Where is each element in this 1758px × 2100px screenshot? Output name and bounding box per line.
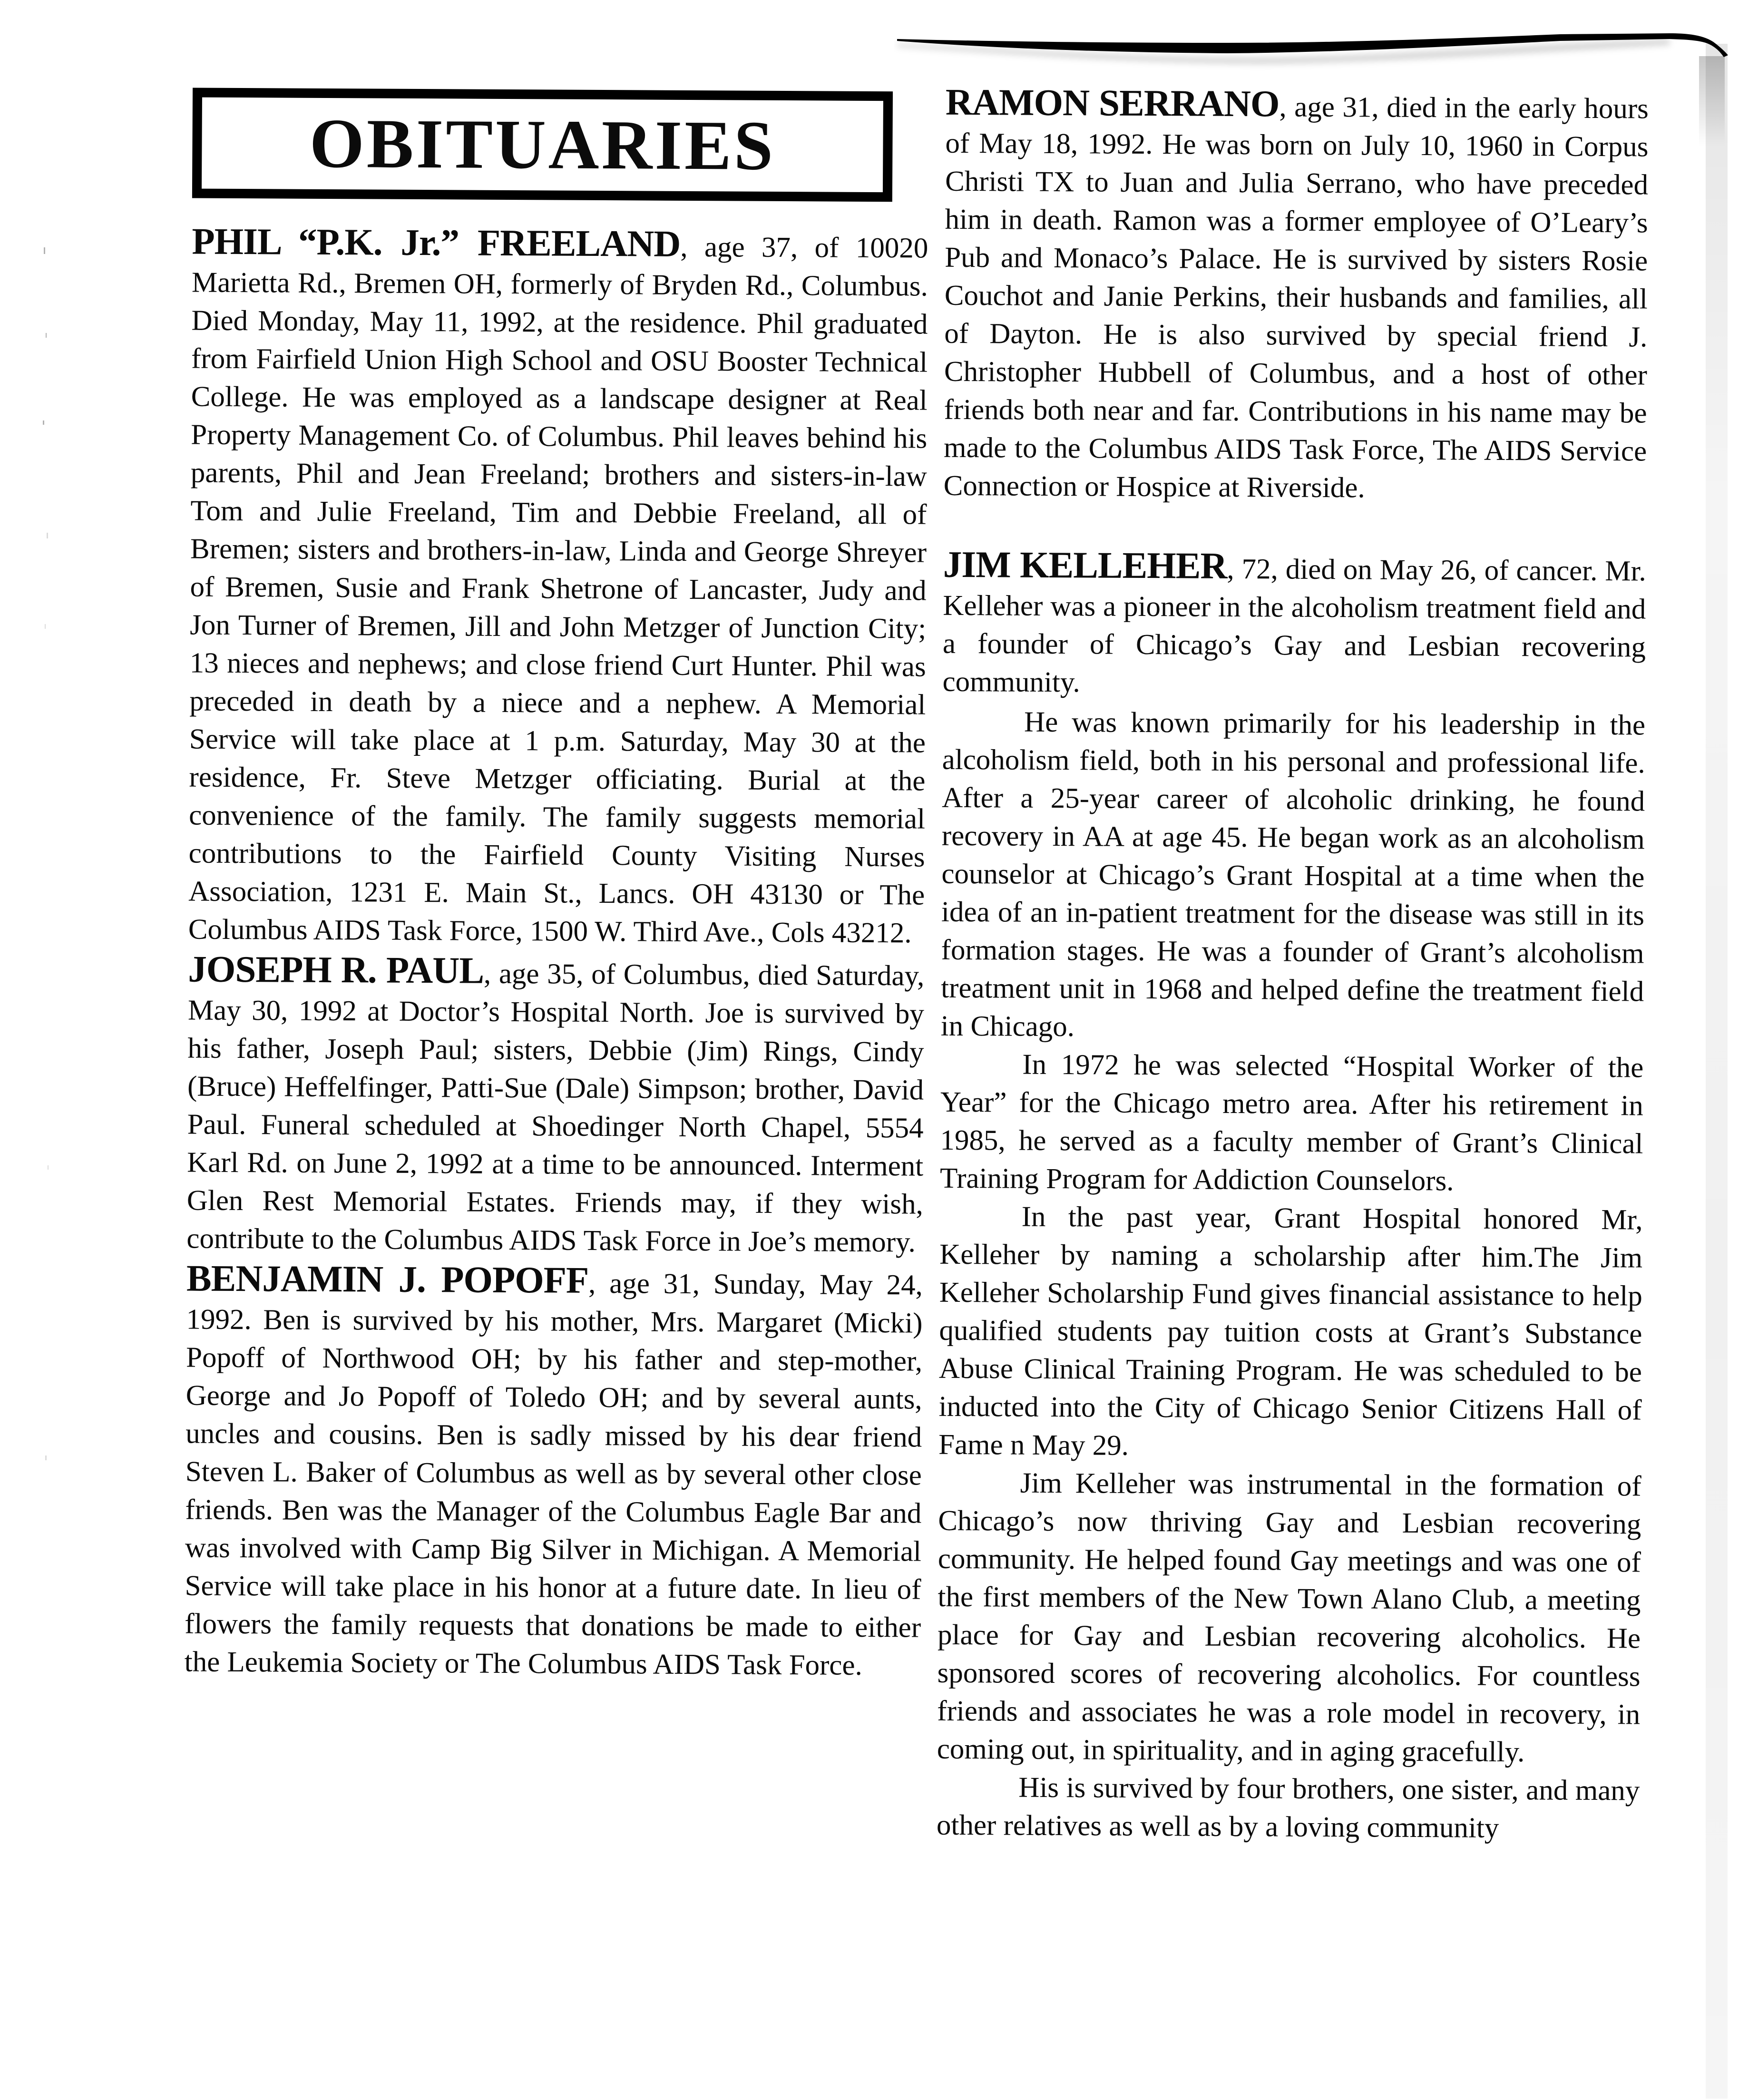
page-title: OBITUARIES (309, 104, 776, 185)
obituary-paragraph: Jim Kelleher was instrumental in the formation of Chicago’s now thriving Gay and Lesbian recovering community. He helped found Gay meetings and was one of the first members of the New Town Alano Club, a meeting place for Gay and Lesbian recovering alcoholics. He sponsored scores of recovering alcoholics. For countless friends and associates he was a role model in recovery, in coming out, in spirituality, and in aging gracefully. (937, 1467, 1641, 1768)
obituaries-header-box (192, 88, 893, 202)
obituary-name: JOSEPH R. PAUL (188, 948, 484, 992)
obituary-text: , age 31, Sunday, May 24, 1992. Ben is survived by his mother, Mrs. Margaret (Micki) Popoff of Northwood OH; by his father and step-mother, George and Jo Popoff of Toledo OH; and by several aunts, uncles and cousins. Ben is sadly missed by his dear friend Steven L. Baker of Columbus as well as by several other close friends. Ben was the Manager of the Columbus Eagle Bar and was involved with Camp Big Silver in Michigan. A Memorial Service will take place in his honor at a future date. In lieu of flowers the family requests that donations be made to either the Leukemia Society or The Columbus AIDS Task Force. (184, 1267, 923, 1681)
obituary-name: PHIL “P.K. Jr.” FREELAND (192, 221, 681, 265)
obituary-paragraph: In 1972 he was selected “Hospital Worker of the Year” for the Chicago metro area. After his retirement in 1985, he served as a faculty member of Grant’s Clinical Training Program for Addiction Counselors. (939, 1048, 1644, 1197)
obituary-text: , age 31, died in the early hours of May 18, 1992. He was born on July 10, 1960 in Corpus Christi TX to Juan and Julia Serrano, who have preceded him in death. Ramon was a former employee of O’Leary’s Pub and Monaco’s Palace. He is survived by sisters Rosie Couchot and Janie Perkins, their husbands and families, all of Dayton. He is also survived by special friend J. Christopher Hubbell of Columbus, and a host of other friends both near and far. Contributions in his name may be made to the Columbus AIDS Task Force, The AIDS Service Connection or Hospice at Riverside. (943, 91, 1649, 504)
obituary-text: , age 35, of Columbus, died Saturday, May 30, 1992 at Doctor’s Hospital North. Joe is survived by his father, Joseph Paul; sisters, Debbie (Jim) Rings, Cindy (Bruce) Heffelfinger, Patti-Sue (Dale) Simpson; brother, David Paul. Funeral scheduled at Shoedinger North Chapel, 5554 Karl Rd. on June 2, 1992 at a time to be announced. Interment Glen Rest Memorial Estates. Friends may, if they wish, contribute to the Columbus AIDS Task Force in Joe’s memory. (186, 957, 925, 1259)
obituary-text: , 72, died on May 26, of cancer. Mr. Kelleher was a pioneer in the alcoholism treatment field and a founder of Chicago’s Gay and Lesbian recovering community. (942, 553, 1646, 699)
obituary-name: BENJAMIN J. POPOFF (186, 1258, 589, 1301)
obituary-phil-freeland (188, 223, 928, 952)
obituary-name: JIM KELLEHER (943, 544, 1227, 587)
obituary-ramon-serrano (943, 81, 1649, 509)
obituary-paragraph: He was known primarily for his leadership in the alcoholism field, both in his personal and professional life. After a 25-year career of alcoholic drinking, he found recovery in AA at age 45. He began work as an alcoholism counselor at Chicago’s Grant Hospital at a time when the idea of an in-patient treatment for the disease was still in its formation stages. He was a founder of Grant’s alcoholism treatment unit in 1968 and helped define the treatment field in Chicago. (940, 706, 1646, 1043)
obituary-name: RAMON SERRANO (945, 81, 1279, 125)
right-column (936, 81, 1649, 1848)
left-column (185, 88, 929, 1687)
obituary-text: , age 37, of 10020 Marietta Rd., Bremen OH, formerly of Bryden Rd., Columbus. Died Monday, May 11, 1992, at the residence. Phil graduated from Fairfield Union High School and OSU Booster Technical College. He was employed as a landscape designer at Real Property Management Co. of Columbus. Phil leaves behind his parents, Phil and Jean Freeland; brothers and sisters-in-law Tom and Julie Freeland, Tim and Debbie Freeland, all of Bremen; sisters and brothers-in-law, Linda and George Shreyer of Bremen, Susie and Frank Shetrone of Lancaster, Judy and Jon Turner of Bremen, Jill and John Metzger of Junction City; 13 nieces and nephews; and close friend Curt Hunter. Phil was preceded in death by a niece and a nephew. A Memorial Service will take place at 1 p.m. Saturday, May 30 at the residence, Fr. Steve Metzger officiating. Burial at the convenience of the family. The family suggests memorial contributions to the Fairfield County Visiting Nurses Association, 1231 E. Main St., Lancs. OH 43130 or The Columbus AIDS Task Force, 1500 W. Third Ave., Cols 43212. (188, 231, 928, 949)
obituary-joseph-paul (186, 950, 924, 1261)
obituary-paragraph: In the past year, Grant Hospital honored Mr, Kelleher by naming a scholarship after him.The Jim Kelleher Scholarship Fund gives financial assistance to help qualified students pay tuition costs at Grant’s Substance Abuse Clinical Training Program. He was scheduled to be inducted into the City of Chicago Senior Citizens Hall of Fame n May 29. (938, 1201, 1643, 1462)
obituary-paragraph: His is survived by four brothers, one sister, and many other relatives as well as by a loving community (936, 1771, 1640, 1844)
obituary-benjamin-popoff (185, 1260, 923, 1685)
obituary-jim-kelleher (942, 546, 1646, 705)
